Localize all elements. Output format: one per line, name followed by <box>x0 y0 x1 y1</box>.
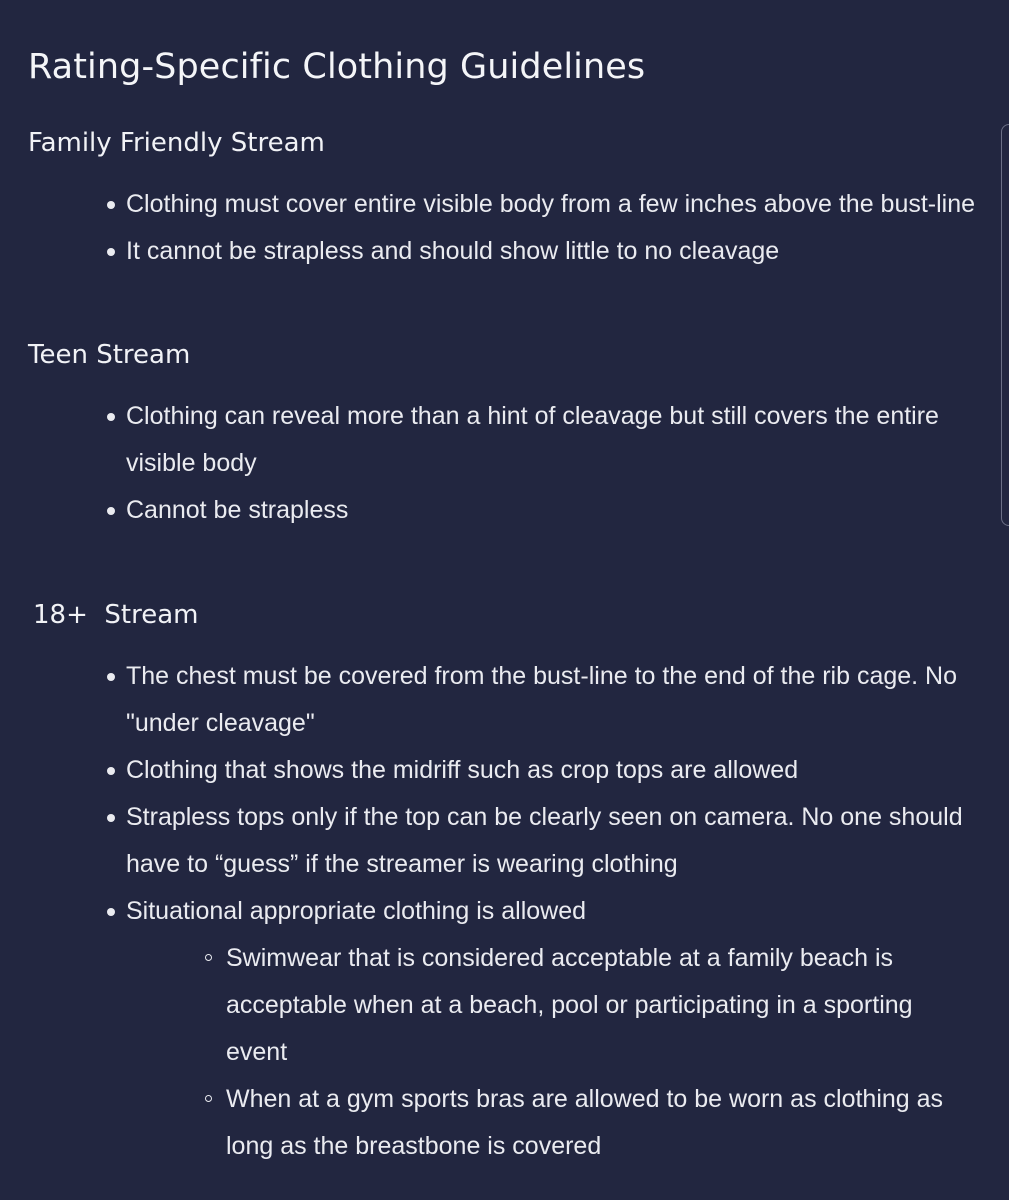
list-item-text: Clothing can reveal more than a hint of cleavage but still covers the entire visible body <box>126 402 939 477</box>
list-item <box>0 888 1000 1170</box>
list-item <box>0 393 1000 487</box>
scrollbar-track[interactable] <box>1001 124 1009 526</box>
list-item-text: The chest must be covered from the bust-line to the end of the rib cage. No "under cleavage" <box>126 662 958 737</box>
list-item <box>0 747 1000 794</box>
list-item-text: Clothing must cover entire visible body from a few inches above the bust-line <box>126 190 976 218</box>
list-item-text: Clothing that shows the midriff such as crop tops are allowed <box>126 756 799 784</box>
bullet-icon <box>107 201 115 209</box>
sub-list-item-text: When at a gym sports bras are allowed to be worn as clothing as long as the breastbone is covered <box>226 1085 944 1160</box>
sub-list-item <box>126 935 1000 1076</box>
list-item <box>0 181 1000 228</box>
family-friendly-list <box>0 181 1000 275</box>
list-item <box>0 487 1000 534</box>
situational-sub-list <box>126 935 1000 1170</box>
bullet-icon <box>107 767 115 775</box>
list-item <box>0 794 1000 888</box>
list-item <box>0 653 1000 747</box>
list-item-text: It cannot be strapless and should show little to no cleavage <box>126 237 780 265</box>
sub-list-item <box>126 1076 1000 1170</box>
hollow-bullet-icon <box>205 1095 212 1102</box>
sub-list-item-text: Swimwear that is considered acceptable at a family beach is acceptable when at a beach, pool or participating in a sporting event <box>226 944 913 1066</box>
bullet-icon <box>107 507 115 515</box>
section-heading-18-plus: 18+ Stream <box>33 599 199 630</box>
adult-list <box>0 653 1000 1170</box>
section-heading-family-friendly: Family Friendly Stream <box>28 127 325 158</box>
teen-list <box>0 393 1000 534</box>
list-item-text: Situational appropriate clothing is allowed <box>126 897 587 925</box>
bullet-icon <box>107 413 115 421</box>
list-item-text: Cannot be strapless <box>126 496 349 524</box>
bullet-icon <box>107 673 115 681</box>
section-heading-teen: Teen Stream <box>28 339 191 370</box>
bullet-icon <box>107 248 115 256</box>
list-item <box>0 228 1000 275</box>
list-item-text: Strapless tops only if the top can be clearly seen on camera. No one should have to “guess” if the streamer is wearing clothing <box>126 803 963 878</box>
bullet-icon <box>107 908 115 916</box>
bullet-icon <box>107 814 115 822</box>
page-title: Rating-Specific Clothing Guidelines <box>28 47 646 88</box>
hollow-bullet-icon <box>205 954 212 961</box>
